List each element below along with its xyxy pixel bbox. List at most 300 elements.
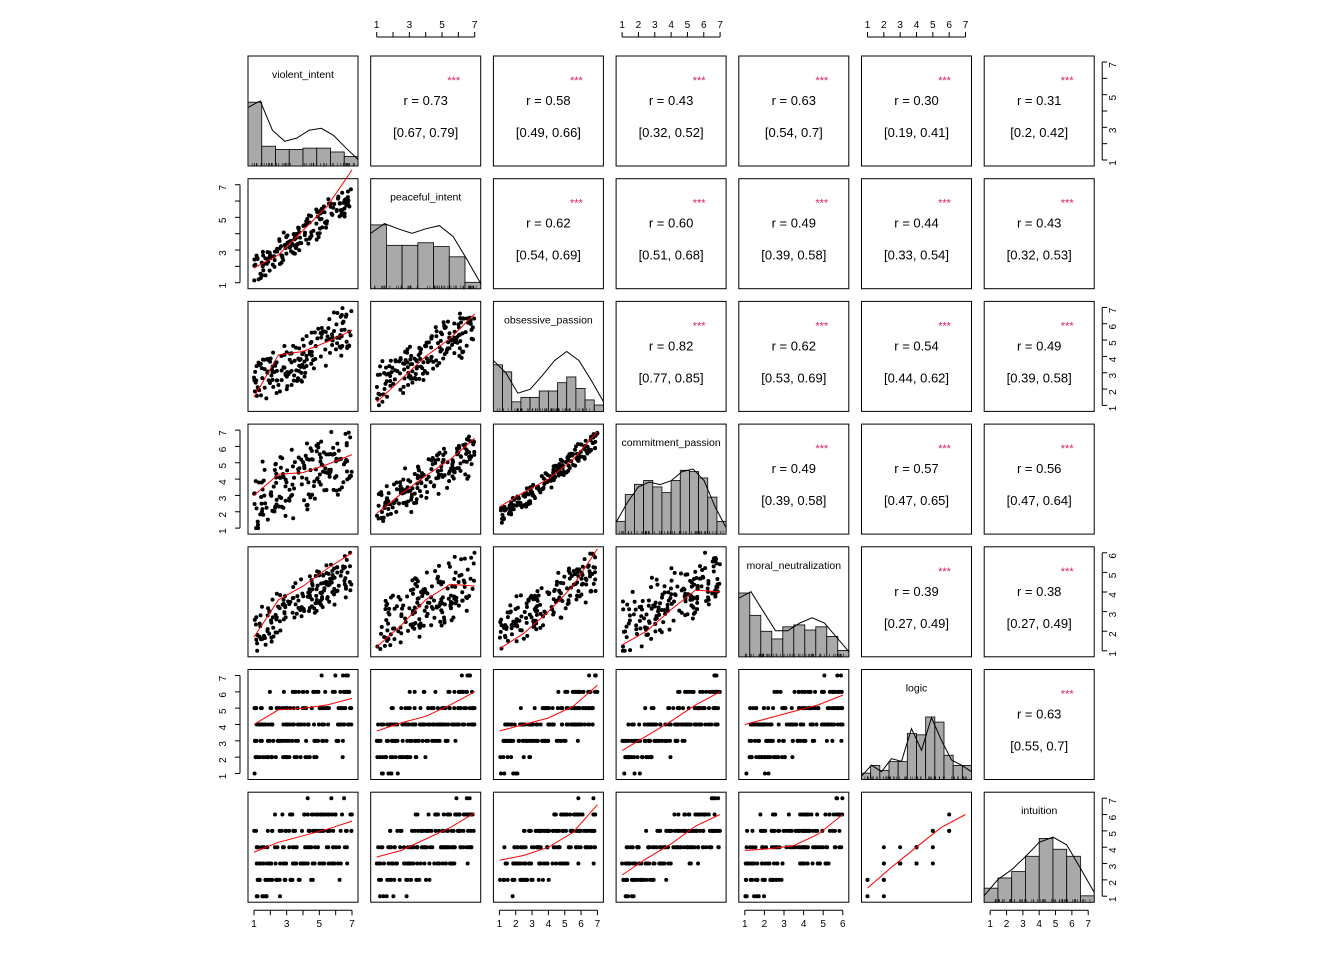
- scatter-point: [327, 472, 331, 476]
- scatter-point: [563, 813, 567, 817]
- scatter-point: [706, 595, 710, 599]
- axis-tick-label: 5: [684, 20, 691, 31]
- scatter-point: [270, 640, 274, 644]
- scatter-point: [625, 603, 629, 607]
- variable-name-label: commitment_passion: [621, 437, 721, 450]
- scatter-point: [450, 584, 454, 588]
- scatter-point: [343, 565, 347, 569]
- scatter-point: [449, 600, 453, 604]
- scatter-point: [387, 862, 391, 866]
- scatter-point: [537, 862, 541, 866]
- scatter-point: [712, 564, 716, 568]
- scatter-point: [279, 496, 283, 500]
- scatter-point: [306, 796, 310, 800]
- scatter-point: [325, 597, 329, 601]
- scatter-point: [285, 370, 289, 374]
- axis-tick-label: 7: [471, 20, 478, 31]
- scatter-point: [375, 862, 379, 866]
- scatter-point: [446, 739, 450, 743]
- scatter-point: [898, 862, 902, 866]
- significance-stars: ***: [938, 320, 951, 333]
- scatter-point: [589, 589, 593, 593]
- scatter-point: [528, 755, 532, 759]
- scatter-point: [302, 813, 306, 817]
- scatter-point: [306, 723, 310, 727]
- scatter-point: [398, 480, 402, 484]
- scatter-point: [339, 354, 343, 358]
- scatter-point: [702, 845, 706, 849]
- scatter-point: [434, 829, 438, 833]
- scatter-point: [348, 588, 352, 592]
- scatter-point: [422, 624, 426, 628]
- scatter-point: [744, 894, 748, 898]
- scatter-point: [409, 498, 413, 502]
- scatter-point: [552, 845, 556, 849]
- scatter-point: [327, 317, 331, 321]
- scatter-point: [524, 505, 528, 509]
- scatter-point: [747, 862, 751, 866]
- scatter-point: [327, 862, 331, 866]
- axis-tick-label: 7: [1108, 62, 1120, 68]
- scatter-point: [777, 723, 781, 727]
- scatter-point: [522, 755, 526, 759]
- scatter-point: [297, 690, 301, 694]
- axis-tick-label: 7: [218, 184, 229, 191]
- scatter-point: [718, 562, 722, 566]
- scatter-point: [642, 878, 646, 882]
- confidence-interval: [0.54, 0.7]: [764, 125, 823, 140]
- scatter-point: [253, 502, 257, 506]
- scatter-point: [660, 608, 664, 612]
- scatter-point: [290, 448, 294, 452]
- scatter-point: [810, 723, 814, 727]
- histogram-bar: [1067, 856, 1081, 902]
- scatter-point: [431, 367, 435, 371]
- scatter-point: [271, 351, 275, 355]
- scatter-point: [656, 609, 660, 613]
- scatter-point: [532, 845, 536, 849]
- axis-tick-label: 1: [864, 20, 871, 31]
- scatter-point: [315, 690, 319, 694]
- scatter-point: [427, 601, 431, 605]
- scatter-point: [427, 457, 431, 461]
- scatter-point: [825, 723, 829, 727]
- axis-tick-label: 4: [218, 479, 229, 485]
- scatter-point: [653, 617, 657, 621]
- scatter-point: [379, 632, 383, 636]
- scatter-point: [671, 706, 675, 710]
- scatter-point: [506, 615, 510, 619]
- scatter-point: [469, 845, 473, 849]
- scatter-point: [324, 330, 328, 334]
- scatter-point: [415, 601, 419, 605]
- axis-tick-label: 1: [1108, 405, 1120, 412]
- scatter-point: [590, 829, 594, 833]
- scatter-point: [546, 829, 550, 833]
- histogram-bar: [689, 472, 698, 535]
- scatter-point: [423, 845, 427, 849]
- scatter-point: [327, 468, 331, 472]
- scatter-point: [547, 723, 551, 727]
- scatter-point: [432, 739, 436, 743]
- scatter-point: [454, 599, 458, 603]
- histogram-bar: [386, 245, 402, 288]
- scatter-point: [389, 512, 393, 516]
- scatter-point: [415, 497, 419, 501]
- scatter-point: [274, 630, 278, 634]
- scatter-point: [470, 462, 474, 466]
- scatter-point: [667, 599, 671, 603]
- scatter-point: [658, 601, 662, 605]
- histogram-bar: [449, 257, 465, 289]
- scatter-point: [349, 333, 353, 337]
- correlation-value: r = 0.63: [1016, 706, 1062, 722]
- scatter-point: [315, 336, 319, 340]
- scatter-point: [296, 739, 300, 743]
- scatter-point: [273, 845, 277, 849]
- scatter-point: [336, 493, 340, 497]
- scatter-point: [406, 706, 410, 710]
- scatter-point: [283, 878, 287, 882]
- scatter-point: [586, 706, 590, 710]
- correlation-value: r = 0.57: [894, 461, 939, 477]
- scatter-point: [825, 862, 829, 866]
- scatter-point: [431, 723, 435, 727]
- scatter-point: [300, 380, 304, 384]
- scatter-point: [308, 590, 312, 594]
- scatter-point: [312, 739, 316, 743]
- scatter-point: [259, 862, 263, 866]
- scatter-point: [276, 605, 280, 609]
- confidence-interval: [0.27, 0.49]: [883, 615, 950, 631]
- scatter-point: [409, 510, 413, 514]
- scatter-point: [306, 813, 310, 817]
- scatter-point: [840, 706, 844, 710]
- confidence-interval: [0.67, 0.79]: [393, 125, 459, 140]
- scatter-point: [323, 690, 327, 694]
- scatter-point: [575, 594, 579, 598]
- scatter-point: [394, 359, 398, 363]
- histogram-bar: [530, 397, 539, 411]
- confidence-interval: [0.32, 0.52]: [638, 125, 704, 140]
- scatter-point: [703, 551, 707, 555]
- scatter-point: [663, 739, 667, 743]
- scatter-point: [771, 706, 775, 710]
- scatter-point: [664, 878, 668, 882]
- confidence-interval: [0.27, 0.49]: [1006, 615, 1072, 631]
- scatter-point: [451, 460, 455, 464]
- confidence-interval: [0.33, 0.54]: [883, 247, 950, 263]
- scatter-point: [528, 829, 532, 833]
- scatter-point: [699, 584, 703, 588]
- scatter-point: [461, 690, 465, 694]
- axis-tick-label: 6: [578, 919, 584, 931]
- axis-tick-label: 7: [218, 675, 229, 682]
- scatter-point: [713, 706, 717, 710]
- scatter-point: [446, 723, 450, 727]
- confidence-interval: [0.39, 0.58]: [761, 247, 827, 263]
- scatter-point: [274, 755, 278, 759]
- axis-tick-label: 1: [218, 282, 229, 289]
- scatter-point: [444, 325, 448, 329]
- scatter-point: [451, 862, 455, 866]
- scatter-point: [427, 878, 431, 882]
- axis-tick-label: 5: [1108, 94, 1120, 101]
- histogram-bar: [276, 149, 290, 166]
- axis-tick-label: 2: [218, 757, 229, 763]
- panel-frame: [248, 179, 358, 289]
- scatter-point: [407, 723, 411, 727]
- scatter-point: [292, 615, 296, 619]
- scatter-point: [706, 579, 710, 583]
- scatter-point: [277, 237, 281, 241]
- scatter-point: [621, 649, 625, 653]
- scatter-point: [551, 706, 555, 710]
- scatter-point: [636, 755, 640, 759]
- scatter-point: [677, 706, 681, 710]
- scatter-point: [335, 570, 339, 574]
- scatter-point: [380, 359, 384, 363]
- scatter-point: [437, 862, 441, 866]
- scatter-point: [263, 878, 267, 882]
- scatter-point: [574, 845, 578, 849]
- histogram-bar: [1025, 856, 1039, 902]
- scatter-point: [342, 207, 346, 211]
- scatter-point: [827, 706, 831, 710]
- scatter-point: [472, 579, 476, 583]
- scatter-point: [538, 603, 542, 607]
- histogram-bar: [371, 225, 387, 289]
- scatter-point: [290, 878, 294, 882]
- scatter-point: [268, 381, 272, 385]
- scatter-point: [413, 723, 417, 727]
- scatter-point: [551, 468, 555, 472]
- scatter-point: [257, 481, 261, 485]
- scatter-point: [643, 739, 647, 743]
- scatter-point: [262, 479, 266, 483]
- scatter-point: [584, 600, 588, 604]
- scatter-point: [440, 845, 444, 849]
- scatter-point: [279, 739, 283, 743]
- scatter-point: [519, 614, 523, 618]
- scatter-point: [308, 829, 312, 833]
- scatter-point: [271, 739, 275, 743]
- scatter-point: [349, 582, 353, 586]
- scatter-point: [650, 706, 654, 710]
- scatter-point: [841, 723, 845, 727]
- axis-tick-label: 5: [439, 20, 445, 31]
- histogram-bar: [935, 722, 944, 779]
- scatter-point: [435, 606, 439, 610]
- scatter-point: [437, 361, 441, 365]
- histogram-bar: [671, 481, 680, 535]
- scatter-point: [502, 772, 506, 776]
- scatter-point: [520, 628, 524, 632]
- scatter-point: [673, 845, 677, 849]
- histogram-bar: [558, 383, 567, 412]
- scatter-point: [415, 862, 419, 866]
- scatter-point: [638, 626, 642, 630]
- scatter-point: [327, 813, 331, 817]
- panel-frame: [739, 179, 849, 289]
- scatter-point: [468, 674, 472, 678]
- scatter-point: [443, 602, 447, 606]
- significance-stars: ***: [692, 75, 706, 87]
- scatter-point: [254, 739, 258, 743]
- scatter-point: [713, 594, 717, 598]
- scatter-point: [707, 723, 711, 727]
- scatter-point: [530, 739, 534, 743]
- scatter-point: [434, 334, 438, 338]
- scatter-point: [317, 235, 321, 239]
- confidence-interval: [0.32, 0.53]: [1006, 247, 1072, 263]
- scatter-point: [339, 569, 343, 573]
- axis-tick-label: 4: [800, 919, 807, 931]
- scatter-point: [265, 250, 269, 254]
- scatter-point: [292, 723, 296, 727]
- significance-stars: ***: [1060, 75, 1074, 87]
- axis-tick-label: 3: [218, 250, 229, 256]
- scatter-point: [644, 755, 648, 759]
- scatter-point: [422, 690, 426, 694]
- scatter-point: [766, 772, 770, 776]
- confidence-interval: [0.53, 0.69]: [761, 370, 827, 386]
- scatter-point: [302, 498, 306, 502]
- scatter-point: [336, 197, 340, 201]
- scatter-point: [380, 625, 384, 629]
- scatter-point: [637, 723, 641, 727]
- scatter-point: [452, 351, 456, 355]
- significance-stars: ***: [938, 197, 951, 210]
- axis-tick-label: 5: [218, 708, 229, 714]
- scatter-point: [501, 739, 505, 743]
- scatter-point: [347, 723, 351, 727]
- scatter-point: [289, 494, 293, 498]
- scatter-point: [556, 571, 560, 575]
- scatter-point: [272, 510, 276, 514]
- scatter-point: [431, 462, 435, 466]
- scatter-point: [716, 845, 720, 849]
- correlation-value: r = 0.49: [771, 461, 817, 477]
- scatter-point: [438, 620, 442, 624]
- scatter-point: [397, 502, 401, 506]
- scatter-point: [260, 502, 264, 506]
- scatter-point: [459, 557, 463, 561]
- scatter-point: [460, 590, 464, 594]
- scatter-point: [712, 570, 716, 574]
- scatter-point: [301, 337, 305, 341]
- scatter-point: [282, 475, 286, 479]
- scatter-point: [378, 393, 382, 397]
- panel-frame: [984, 179, 1094, 289]
- panel-frame: [616, 301, 726, 411]
- scatter-point: [634, 627, 638, 631]
- scatter-point: [323, 470, 327, 474]
- axis-tick-label: 5: [820, 919, 826, 931]
- loess-line: [622, 815, 720, 876]
- loess-line: [868, 815, 966, 889]
- scatter-point: [542, 610, 546, 614]
- scatter-point: [471, 325, 475, 329]
- scatter-point: [458, 346, 462, 350]
- scatter-point: [291, 596, 295, 600]
- scatter-point: [275, 503, 279, 507]
- scatter-point: [382, 516, 386, 520]
- scatter-point: [316, 231, 320, 235]
- scatter-point: [500, 517, 504, 521]
- scatter-point: [425, 371, 429, 375]
- scatter-point: [429, 829, 433, 833]
- scatter-point: [297, 369, 301, 373]
- scatter-point: [320, 217, 324, 221]
- scatter-point: [386, 622, 390, 626]
- scatter-point: [410, 578, 414, 582]
- scatter-point: [317, 723, 321, 727]
- scatter-point: [275, 369, 279, 373]
- scatter-point: [526, 598, 530, 602]
- scatter-point: [408, 690, 412, 694]
- scatter-point: [432, 706, 436, 710]
- scatter-point: [744, 878, 748, 882]
- scatter-point: [836, 690, 840, 694]
- correlation-value: r = 0.44: [894, 215, 939, 231]
- scatter-point: [266, 755, 270, 759]
- scatter-point: [283, 514, 287, 518]
- axis-tick-label: 3: [781, 919, 787, 931]
- scatter-point: [666, 706, 670, 710]
- histogram-bar: [998, 878, 1012, 902]
- scatter-point: [587, 674, 591, 678]
- scatter-point: [546, 473, 550, 477]
- scatter-point: [509, 501, 513, 505]
- scatter-point: [567, 569, 571, 573]
- histogram-bar: [750, 615, 761, 656]
- scatter-point: [436, 341, 440, 345]
- scatter-point: [695, 607, 699, 611]
- scatter-point: [537, 878, 541, 882]
- scatter-point: [634, 608, 638, 612]
- scatter-point: [517, 739, 521, 743]
- scatter-point: [633, 772, 637, 776]
- scatter-point: [768, 755, 772, 759]
- scatter-point: [383, 607, 387, 611]
- axis-tick-label: 1: [251, 919, 257, 931]
- scatter-point: [389, 772, 393, 776]
- scatter-point: [335, 565, 339, 569]
- scatter-point: [456, 813, 460, 817]
- scatter-point: [673, 571, 677, 575]
- scatter-point: [754, 706, 758, 710]
- panel-frame: [616, 56, 726, 166]
- scatter-point: [669, 586, 673, 590]
- histogram-bar: [634, 484, 643, 534]
- scatter-point: [336, 723, 340, 727]
- scatter-point: [301, 594, 305, 598]
- scatter-point: [667, 628, 671, 632]
- scatter-point: [295, 612, 299, 616]
- scatter-point: [560, 599, 564, 603]
- scatter-point: [301, 460, 305, 464]
- scatter-point: [391, 862, 395, 866]
- scatter-point: [266, 723, 270, 727]
- scatter-point: [253, 772, 257, 776]
- scatter-point: [282, 344, 286, 348]
- scatter-point: [566, 602, 570, 606]
- panel-frame: [862, 547, 972, 657]
- scatter-point: [587, 829, 591, 833]
- axis-tick-label: 3: [1108, 372, 1120, 379]
- scatter-point: [410, 829, 414, 833]
